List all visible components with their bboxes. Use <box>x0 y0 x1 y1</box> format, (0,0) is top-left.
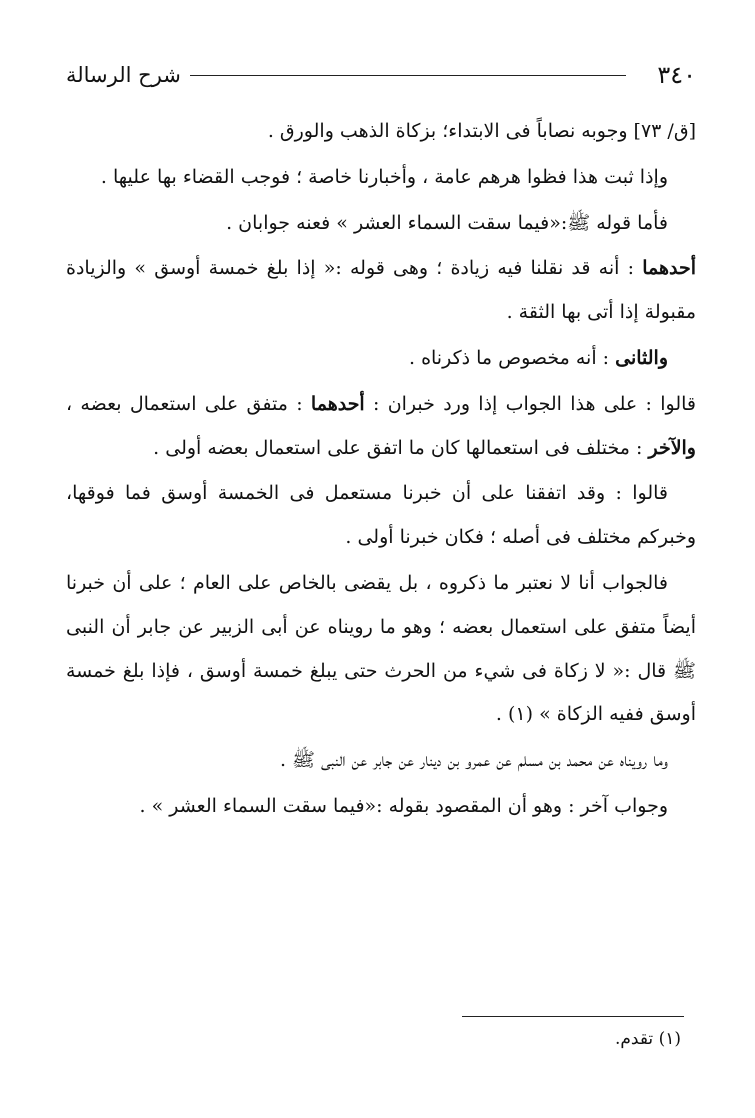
page-number: ٣٤٠ <box>657 61 696 89</box>
paragraph <box>66 337 696 381</box>
paragraph <box>66 562 696 737</box>
paragraph <box>66 110 696 154</box>
text-run: وما رويناه عن محمد بن مسلم عن عمرو بن دينار عن جابر عن النبى ﷺ . <box>279 749 668 772</box>
paragraph <box>66 472 696 560</box>
footnote: (١) تقدم. <box>614 1029 681 1049</box>
page-header <box>66 58 696 92</box>
text-run: قالوا : وقد اتفقنا على أن خبرنا مستعمل فى الخمسة أوسق فما فوقها، وخبركم مختلف فى أصله ؛ فكان خبرنا أولى . <box>66 482 696 549</box>
bold-term: والثانى <box>615 346 668 369</box>
text-run: فأما قوله ﷺ:«فيما سقت السماء العشر » فعنه جوابان . <box>226 211 668 234</box>
paragraph <box>66 739 696 783</box>
text-run: : مختلف فى استعمالها كان ما اتفق على استعمال بعضه أولى . <box>153 436 649 459</box>
text-run: : متفق على استعمال بعضه ، <box>66 392 311 415</box>
text-run: [ق/ ٧٣] وجوبه نصاباً فى الابتداء؛ بزكاة الذهب والورق . <box>267 120 696 142</box>
paragraph <box>66 202 696 246</box>
text-run: قالوا : على هذا الجواب إذا ورد خبران : <box>364 392 696 415</box>
paragraph <box>66 785 696 829</box>
bold-term: أحدهما <box>642 257 696 280</box>
page-body <box>66 110 696 831</box>
header-rule <box>190 75 626 76</box>
book-title: شرح الرسالة <box>66 63 181 87</box>
bold-term: والآخر <box>648 436 696 459</box>
paragraph <box>66 247 696 335</box>
text-run: : أنه قد نقلنا فيه زيادة ؛ وهى قوله :« إذا بلغ خمسة أوسق » والزيادة مقبولة إذا أتى بها الثقة . <box>66 257 696 324</box>
footnote-rule <box>462 1016 684 1017</box>
bold-term: أحدهما <box>310 392 365 415</box>
text-run: : أنه مخصوص ما ذكرناه . <box>408 346 616 369</box>
text-run: وجواب آخر : وهو أن المقصود بقوله :«فيما سقت السماء العشر » . <box>139 794 668 817</box>
paragraph <box>66 383 696 471</box>
paragraph <box>66 156 696 200</box>
text-run: فالجواب أنا لا نعتبر ما ذكروه ، بل يقضى بالخاص على العام ؛ على أن خبرنا أيضاً متفق على استعمال بعضه ؛ وهو ما رويناه عن أبى الزبير عن جابر أن النبى ﷺ قال :« لا زكاة فى شيء من الحرث حتى يبلغ خمسة أوسق ، فإذا بلغ خمسة أوسق ففيه الزكاة » (١) . <box>66 571 696 726</box>
text-run: وإذا ثبت هذا فظوا هرهم عامة ، وأخبارنا خاصة ؛ فوجب القضاء بها عليها . <box>100 165 668 188</box>
